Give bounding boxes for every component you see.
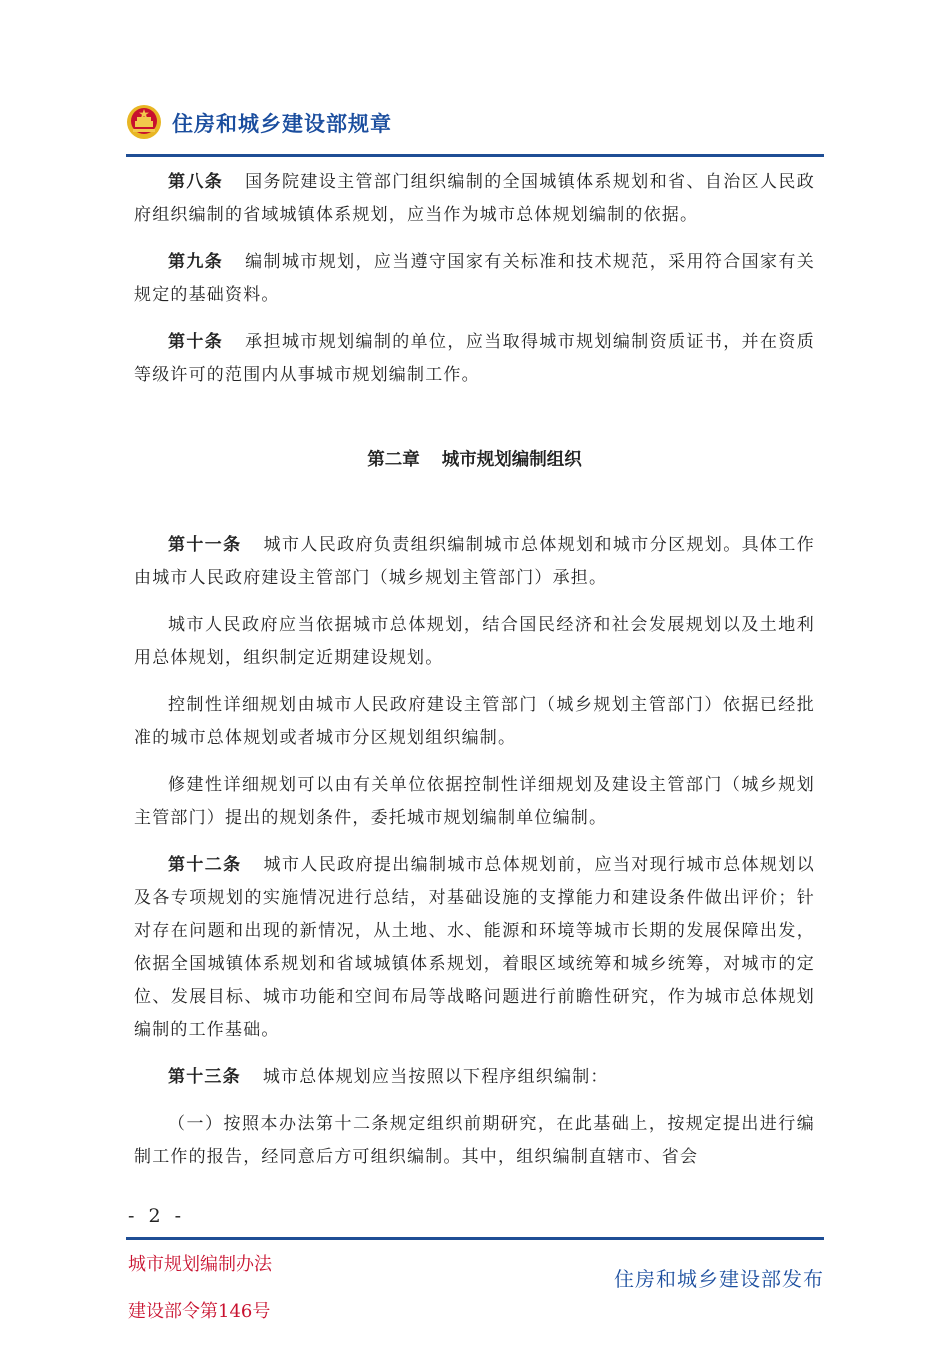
article-10 [134, 326, 815, 392]
chapter-number: 第二章 [367, 450, 420, 470]
article-13 [134, 1061, 815, 1094]
article-11 [134, 529, 815, 595]
article-text: 城市人民政府提出编制城市总体规划前，应当对现行城市总体规划以及各专项规划的实施情况进行总结，对基础设施的支撑能力和建设条件做出评价；针对存在问题和出现的新情况，从土地、水、能源和环境等城市长期的发展保障出发，依据全国城镇体系规划和省域城镇体系规划，着眼区域统筹和城乡统筹，对城市的定位、发展目标、城市功能和空间布局等战略问题进行前瞻性研究，作为城市总体规划编制的工作基础。 [134, 855, 815, 1040]
chapter-title: 城市规划编制组织 [441, 450, 582, 470]
header-title: 住房和城乡建设部规章 [172, 112, 392, 136]
footer-document-title: 城市规划编制办法 [128, 1254, 272, 1275]
article-text: 城市总体规划应当按照以下程序组织编制： [262, 1067, 609, 1087]
paragraph: （一）按照本办法第十二条规定组织前期研究，在此基础上，按规定提出进行编制工作的报告，经同意后方可组织编制。其中，组织编制直辖市、省会 [134, 1114, 815, 1167]
chapter-heading [134, 446, 815, 471]
article-8 [134, 166, 815, 232]
article-text: 编制城市规划，应当遵守国家有关标准和技术规范，采用符合国家有关规定的基础资料。 [134, 252, 815, 305]
paragraph: 城市人民政府应当依据城市总体规划，结合国民经济和社会发展规划以及土地利用总体规划，组织制定近期建设规划。 [134, 615, 815, 668]
article-text: 承担城市规划编制的单位，应当取得城市规划编制资质证书，并在资质等级许可的范围内从事城市规划编制工作。 [134, 332, 815, 385]
article-label: 第十一条 [168, 535, 242, 555]
paragraph: 控制性详细规划由城市人民政府建设主管部门（城乡规划主管部门）依据已经批准的城市总体规划或者城市分区规划组织编制。 [134, 695, 815, 748]
footer-publisher: 住房和城乡建设部发布 [614, 1267, 824, 1291]
page-number: - 2 - [128, 1205, 186, 1227]
article-label: 第十条 [168, 332, 224, 352]
article-label: 第九条 [168, 252, 224, 272]
article-label: 第八条 [168, 172, 224, 192]
article-label: 第十三条 [168, 1067, 241, 1087]
paragraph: 修建性详细规划可以由有关单位依据控制性详细规划及建设主管部门（城乡规划主管部门）提出的规划条件，委托城市规划编制单位编制。 [134, 775, 815, 828]
document-header [126, 104, 824, 156]
article-label: 第十二条 [168, 855, 242, 875]
article-12 [134, 849, 815, 1047]
article-9 [134, 246, 815, 312]
footer-divider [126, 1237, 824, 1240]
footer-order-number: 建设部令第146号 [128, 1301, 271, 1322]
article-text: 国务院建设主管部门组织编制的全国城镇体系规划和省、自治区人民政府组织编制的省域城镇体系规划，应当作为城市总体规划编制的依据。 [134, 172, 815, 225]
document-body [134, 166, 815, 1188]
header-divider [126, 154, 824, 157]
national-emblem-icon [126, 104, 162, 140]
article-text: 城市人民政府负责组织编制城市总体规划和城市分区规划。具体工作由城市人民政府建设主管部门（城乡规划主管部门）承担。 [134, 535, 815, 588]
